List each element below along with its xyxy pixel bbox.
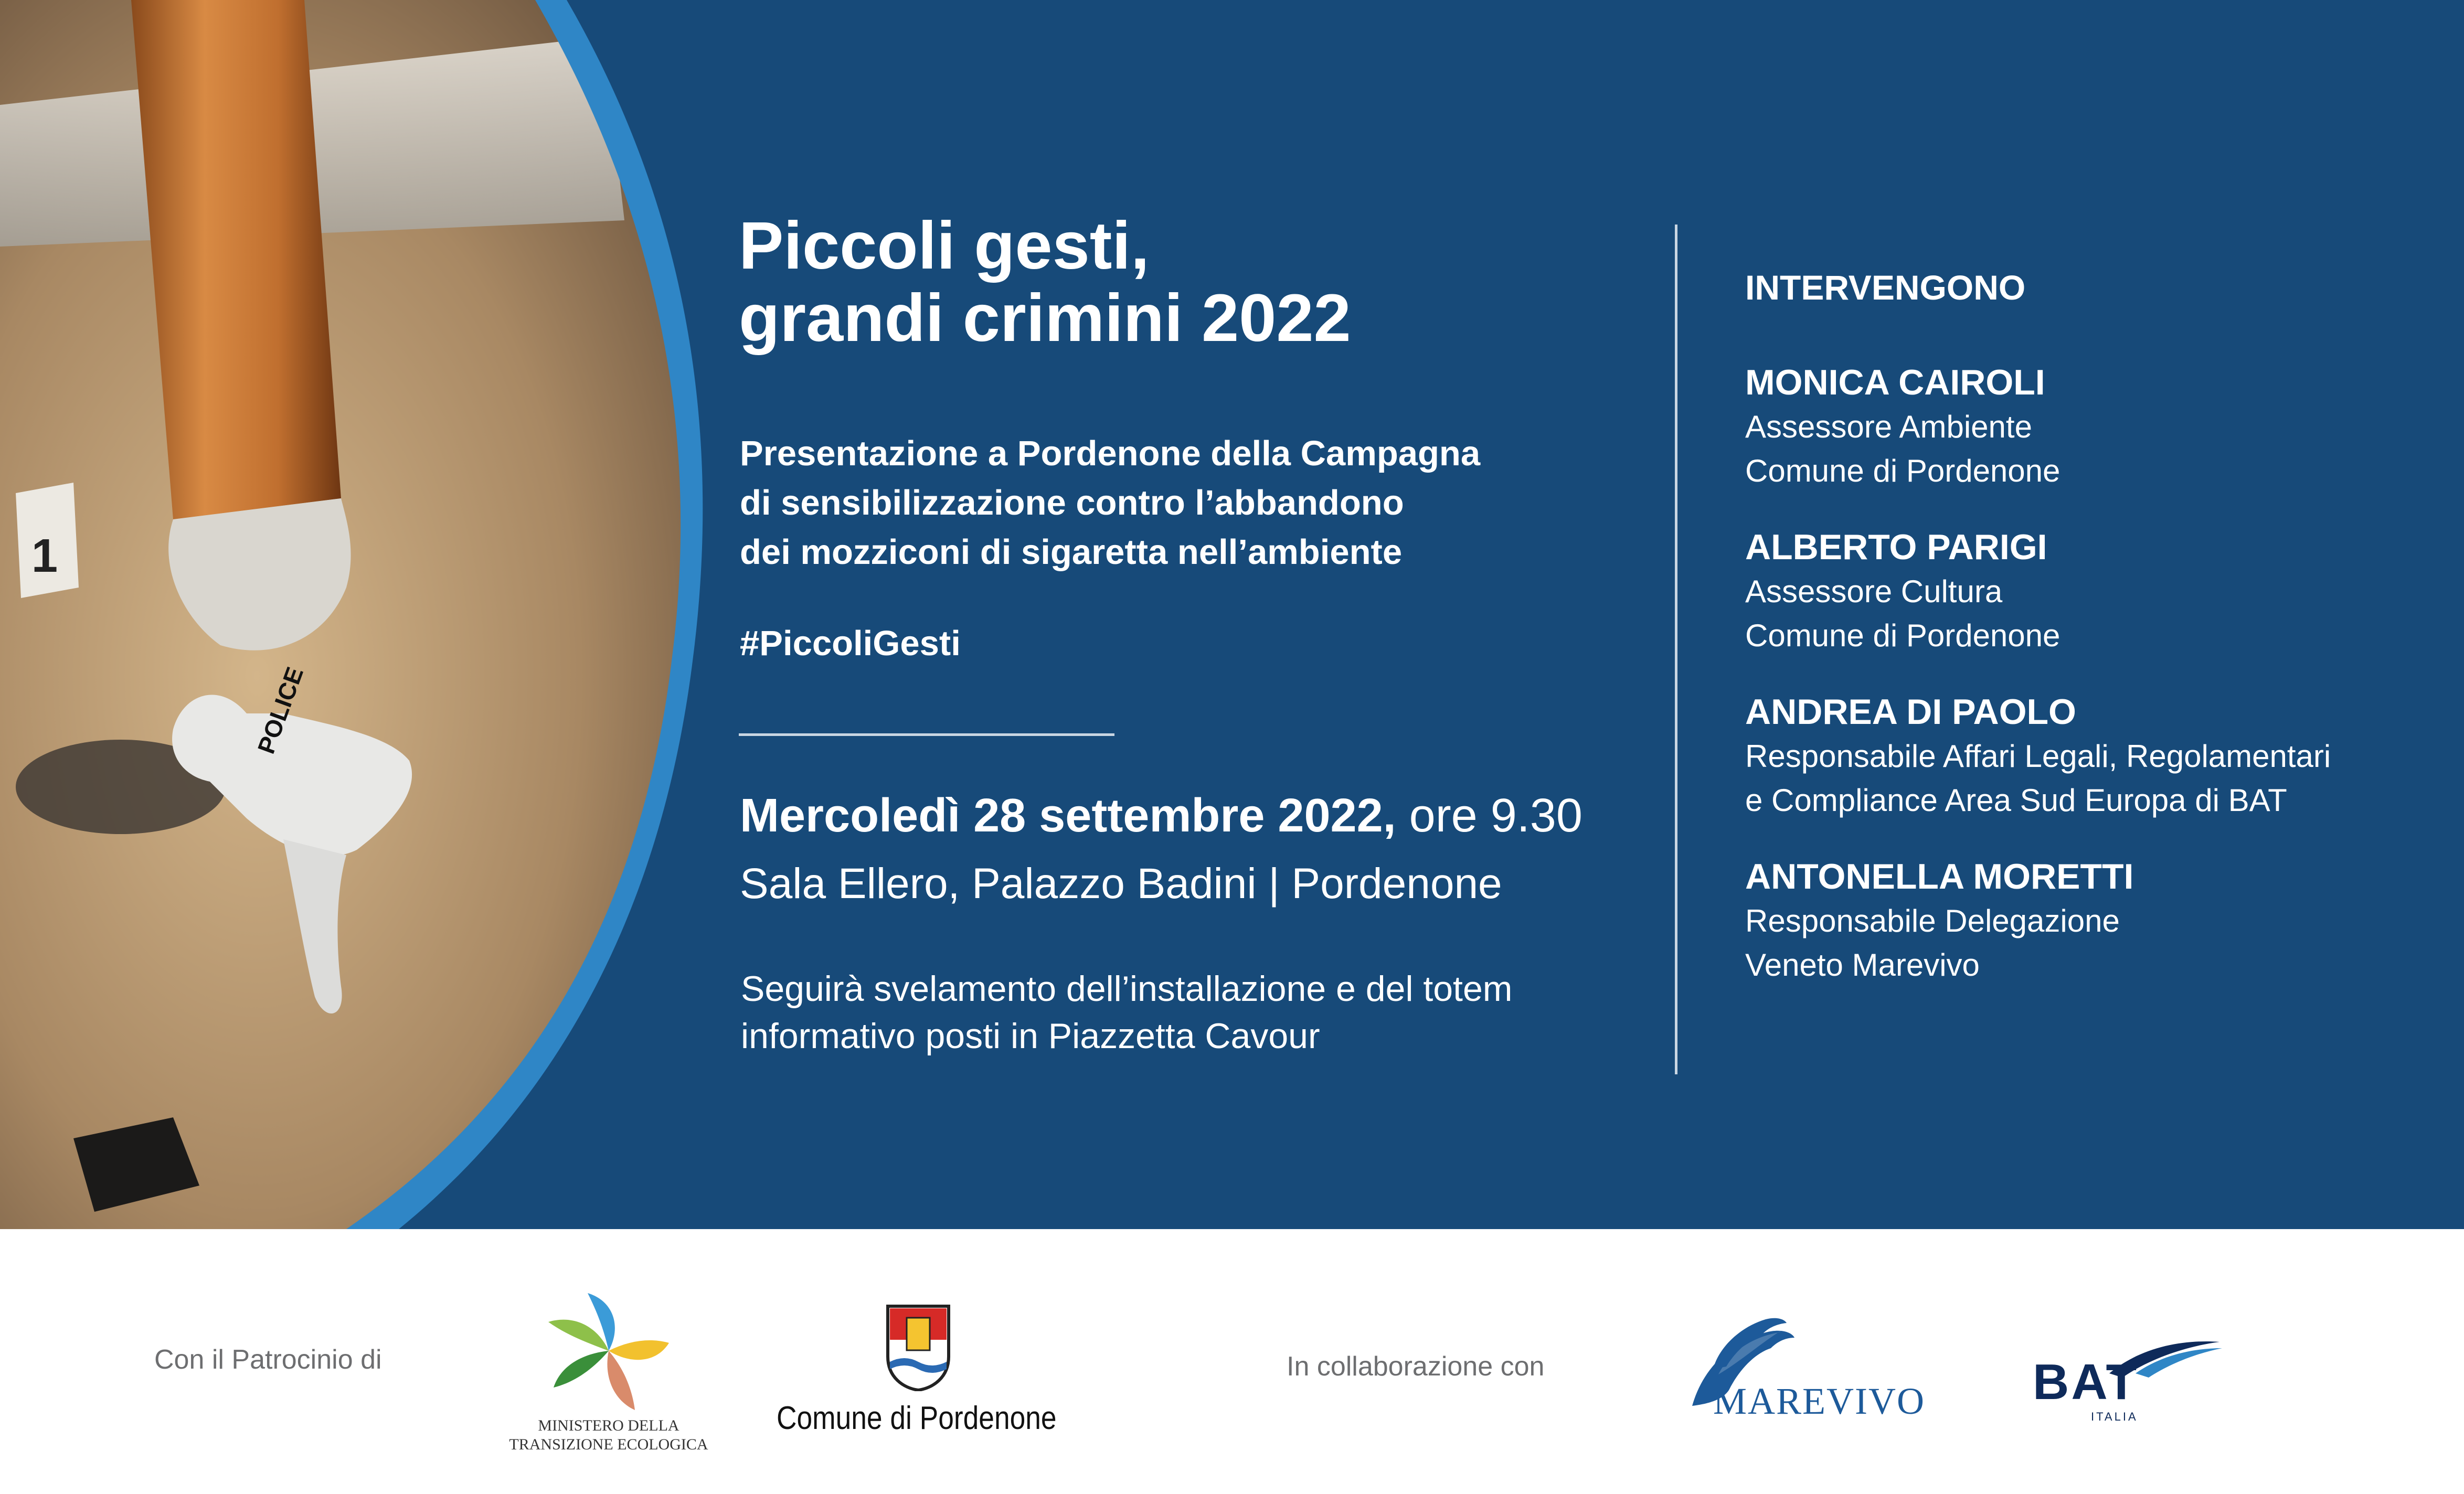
- speaker-role: Responsabile Delegazione: [1745, 903, 2120, 938]
- marevivo-name: MAREVIVO: [1713, 1380, 1925, 1422]
- speaker-role: Responsabile Affari Legali, Regolamentari: [1745, 739, 2331, 774]
- ministero-name: [503, 1416, 715, 1454]
- cigarette-photo: [0, 0, 735, 1229]
- speaker: [1745, 854, 2443, 987]
- event-title: [739, 210, 1351, 355]
- speaker-name: ALBERTO PARIGI: [1745, 527, 2047, 567]
- ministero-line: TRANSIZIONE ECOLOGICA: [509, 1436, 708, 1453]
- ministero-line: MINISTERO DELLA: [538, 1417, 679, 1434]
- title-line: grandi crimini 2022: [739, 281, 1351, 356]
- event-venue: Sala Ellero, Palazzo Badini | Pordenone: [740, 860, 1502, 908]
- speakers-panel: [1745, 268, 2443, 1019]
- followup-line: informativo posti in Piazzetta Cavour: [741, 1016, 1320, 1056]
- event-time: ore 9.30: [1396, 789, 1583, 842]
- speaker-name: ANDREA DI PAOLO: [1745, 692, 2076, 732]
- speakers-heading: INTERVENGONO: [1745, 268, 2026, 307]
- evidence-marker-number: 1: [31, 530, 58, 582]
- subtitle-line: dei mozziconi di sigaretta nell’ambiente: [740, 532, 1403, 572]
- speaker-name: MONICA CAIROLI: [1745, 362, 2045, 402]
- event-datetime: [740, 789, 1583, 843]
- speaker: [1745, 689, 2443, 823]
- police-label: POLICE: [252, 663, 309, 757]
- vertical-divider: [1675, 225, 1677, 1074]
- hashtag: #PiccoliGesti: [740, 624, 961, 663]
- comune-crest-icon: [886, 1304, 951, 1391]
- subtitle-line: di sensibilizzazione contro l’abbandono: [740, 483, 1404, 522]
- bat-sub: ITALIA: [2091, 1410, 2138, 1423]
- bat-name: BAT: [2033, 1354, 2139, 1410]
- followup-line: Seguirà svelamento dell’installazione e del totem: [741, 969, 1513, 1009]
- comune-name: Comune di Pordenone: [777, 1400, 1057, 1436]
- speaker-role: Comune di Pordenone: [1745, 618, 2061, 653]
- event-followup: [741, 965, 1512, 1060]
- collaborazione-label: In collaborazione con: [1287, 1351, 1545, 1382]
- speaker-role: Veneto Marevivo: [1745, 947, 1980, 983]
- event-date: Mercoledì 28 settembre 2022,: [740, 789, 1396, 842]
- ministero-logo-icon: [546, 1290, 672, 1411]
- title-line: Piccoli gesti,: [739, 208, 1150, 283]
- speaker: [1745, 360, 2443, 493]
- event-subtitle: [740, 429, 1480, 577]
- speaker: [1745, 525, 2443, 658]
- subtitle-line: Presentazione a Pordenone della Campagna: [740, 434, 1481, 473]
- speaker-name: ANTONELLA MORETTI: [1745, 857, 2134, 897]
- speaker-role: Assessore Ambiente: [1745, 409, 2032, 444]
- patrocinio-label: Con il Patrocinio di: [154, 1344, 382, 1375]
- speaker-role: Comune di Pordenone: [1745, 453, 2061, 488]
- speaker-role: Assessore Cultura: [1745, 574, 2003, 609]
- speaker-role: e Compliance Area Sud Europa di BAT: [1745, 783, 2287, 818]
- divider: [739, 733, 1114, 736]
